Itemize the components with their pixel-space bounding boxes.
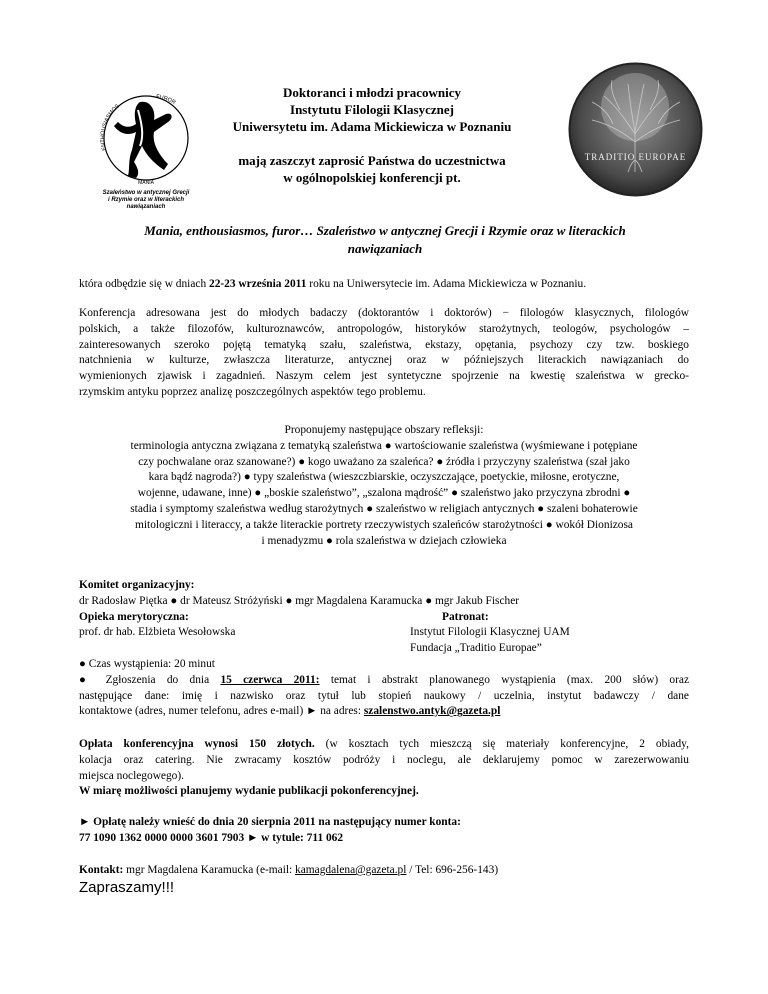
contact-pre: mgr Magdalena Karamucka (e-mail:: [123, 864, 296, 876]
topics-line: czy pochwalane oraz szanowane?) ● kogo uważano za szaleńca? ● źródła i przyczyny szaleństwa (szał jako: [138, 455, 630, 468]
intro-paragraph: [79, 306, 689, 401]
intro-line: zainteresowanych szeroko pojętą tematyką szału, szaleństwa, ekstazy, opętania, psychozy czy tzw. boskiego: [79, 338, 689, 351]
topics-line: kara bądź nagroda?) ● typy szaleństwa (wieszczbiarskie, oczyszczające, poetyckie, miłosne, erotyczne,: [148, 471, 620, 484]
submission-email-link[interactable]: szalenstwo.antyk@gazeta.pl: [363, 705, 501, 718]
topics-line: stadia i symptomy szaleństwa według starożytnych ● szaleństwo w religiach antycznych ● szaleni bohaterowie: [130, 502, 638, 515]
organizer-block: [200, 84, 544, 135]
intro-line: Konferencja adresowana jest do młodych badaczy (doktorantów i doktorów) − filologów klasycznych, filologów: [79, 307, 689, 319]
topics-line: terminologia antyczna związana z tematyką szaleństwa ● wartościowanie szaleństwa (wyśmiewane i potępiane: [130, 439, 638, 452]
conference-title: [100, 222, 670, 258]
submission-pre: ● Zgłoszenia do dnia: [79, 673, 221, 686]
submission-deadline: 15 czerwca 2011:: [220, 673, 320, 686]
intro-line: wymienionych zjawisk i zagadnień. Naszym celem jest syntetyczne spojrzenie na kwestię szaleństwa w grecko-: [79, 370, 689, 383]
intro-line: polskich, a także filozofów, kulturoznawców, antropologów, historyków starożytnych, teologów, psychologów –: [79, 322, 689, 335]
payment-line: ► Opłatę należy wnieść do dnia 20 sierpnia 2011 na następujący numer konta:: [79, 816, 461, 828]
organizer-line: Uniwersytetu im. Adama Mickiewicza w Poznaniu: [232, 119, 512, 134]
title-line: Mania, enthousiasmos, furor… Szaleństwo w antycznej Grecji i Rzymie oraz w literackich: [144, 223, 626, 238]
traditio-europae-logo: [568, 62, 703, 197]
topics-line: wojenne, udawane, inne) ● „boskie szaleństwo”, „szalona mądrość” ● szaleństwo jako przyczyna zbrodni ●: [137, 487, 631, 500]
contact-email-link[interactable]: kamagdalena@gazeta.pl: [295, 864, 407, 876]
organizer-line: Doktoranci i młodzi pracownicy: [282, 85, 461, 100]
fee-line: miejsca noclegowego).: [79, 769, 185, 782]
committee-members: dr Radosław Piętka ● dr Mateusz Stróżyński ● mgr Magdalena Karamucka ● mgr Jakub Fischer: [79, 594, 520, 607]
organizer-line: Instytutu Filologii Klasycznej: [290, 102, 454, 117]
logo-arc-right: FUROR: [155, 93, 177, 107]
contact-label: Kontakt:: [79, 864, 124, 876]
merit-person: prof. dr hab. Elżbieta Wesołowska: [79, 626, 236, 639]
committee-section: [79, 578, 689, 657]
logo-caption-line-3: nawiązaniach: [126, 204, 166, 210]
title-line: nawiązaniach: [347, 241, 423, 256]
topics-line: i menadyzmu ● rola szaleństwa w dziejach człowieka: [261, 534, 507, 547]
invitation-line: mają zaszczyt zaprosić Państwa do uczestnictwa: [238, 153, 506, 168]
conference-dates: [79, 277, 689, 293]
dancer-emblem-icon: [80, 80, 210, 220]
patron-line: Fundacja „Traditio Europae”: [410, 642, 542, 655]
submission-line: [79, 673, 689, 689]
publication-note: W miarę możliwości planujemy wydanie publikacji pokonferencyjnej.: [79, 785, 419, 798]
contact-post: / Tel: 696-256-143): [406, 864, 499, 876]
patron-heading: Patronat:: [442, 610, 489, 623]
fee-amount: Opłata konferencyjna wynosi 150 złotych.: [79, 738, 315, 750]
fee-section: [79, 737, 689, 800]
dates-pre: która odbędzie się w dniach: [79, 278, 209, 290]
logo-caption-line-2: i Rzymie oraz w literackich: [107, 197, 185, 203]
committee-heading: Komitet organizacyjny:: [79, 579, 195, 591]
logo-caption-line-1: Szaleństwo w antycznej Grecji: [102, 190, 190, 196]
logo-right-label: TRADITIO EUROPAE: [584, 152, 687, 162]
conference-logo: [80, 80, 210, 220]
submission-address-pre: kontaktowe (adres, numer telefonu, adres e-mail) ► na adres:: [79, 705, 364, 718]
logo-arc-left: ENTHOUSIASMOS: [100, 103, 121, 152]
fee-details: (w kosztach tych mieszczą się materiały konferencyjne, 2 obiady,: [314, 738, 689, 750]
dates-bold: 22-23 września 2011: [209, 278, 307, 290]
topics-section: [79, 423, 689, 549]
dates-post: roku na Uniwersytecie im. Adama Mickiewicza w Poznaniu.: [306, 278, 587, 290]
patron-line: Instytut Filologii Klasycznej UAM: [410, 626, 570, 639]
topics-line: Proponujemy następujące obszary refleksji:: [284, 424, 484, 436]
svg-text:FUROR: [156, 94, 177, 106]
intro-line: natchnienia w kulturze, zwłaszcza literaturze, antycznej oraz w późniejszych literackich nawiązaniach do: [79, 354, 689, 367]
intro-line: rzymskim antyku poprzez analizę poszczególnych aspektów tego problemu.: [79, 385, 426, 398]
topics-line: mitologiczni i literaccy, a także literackie portrety rzeczywistych szaleńców starożytności ● wokół Dionizosa: [135, 518, 633, 531]
talk-time: ● Czas wystąpienia: 20 minut: [79, 658, 215, 670]
submission-info: [79, 657, 689, 720]
closing-text: Zapraszamy!!!: [79, 879, 175, 896]
submission-line: następujące dane: imię i nazwisko oraz tytuł lub stopień naukowy / uczelnia, instytut badawczy / dane: [79, 689, 689, 702]
submission-post: temat i abstrakt planowanego wystąpienia (max. 200 słów) oraz: [319, 673, 690, 686]
fee-line: kolacja oraz catering. Nie zwracamy kosztów podróży i noclegu, ale deklarujemy pomoc w zarezerwowaniu: [79, 753, 689, 766]
merit-heading: Opieka merytoryczna:: [79, 610, 189, 623]
invitation-line: w ogólnopolskiej konferencji pt.: [283, 170, 461, 185]
contact-section: [79, 863, 689, 879]
invitation-block: [200, 152, 544, 186]
logo-bottom-label: MANIA: [138, 180, 154, 186]
tree-seal-icon: [568, 62, 703, 197]
account-number: 77 1090 1362 0000 0000 3601 7903 ► w tytule: 711 062: [79, 831, 344, 844]
payment-section: [79, 815, 689, 847]
